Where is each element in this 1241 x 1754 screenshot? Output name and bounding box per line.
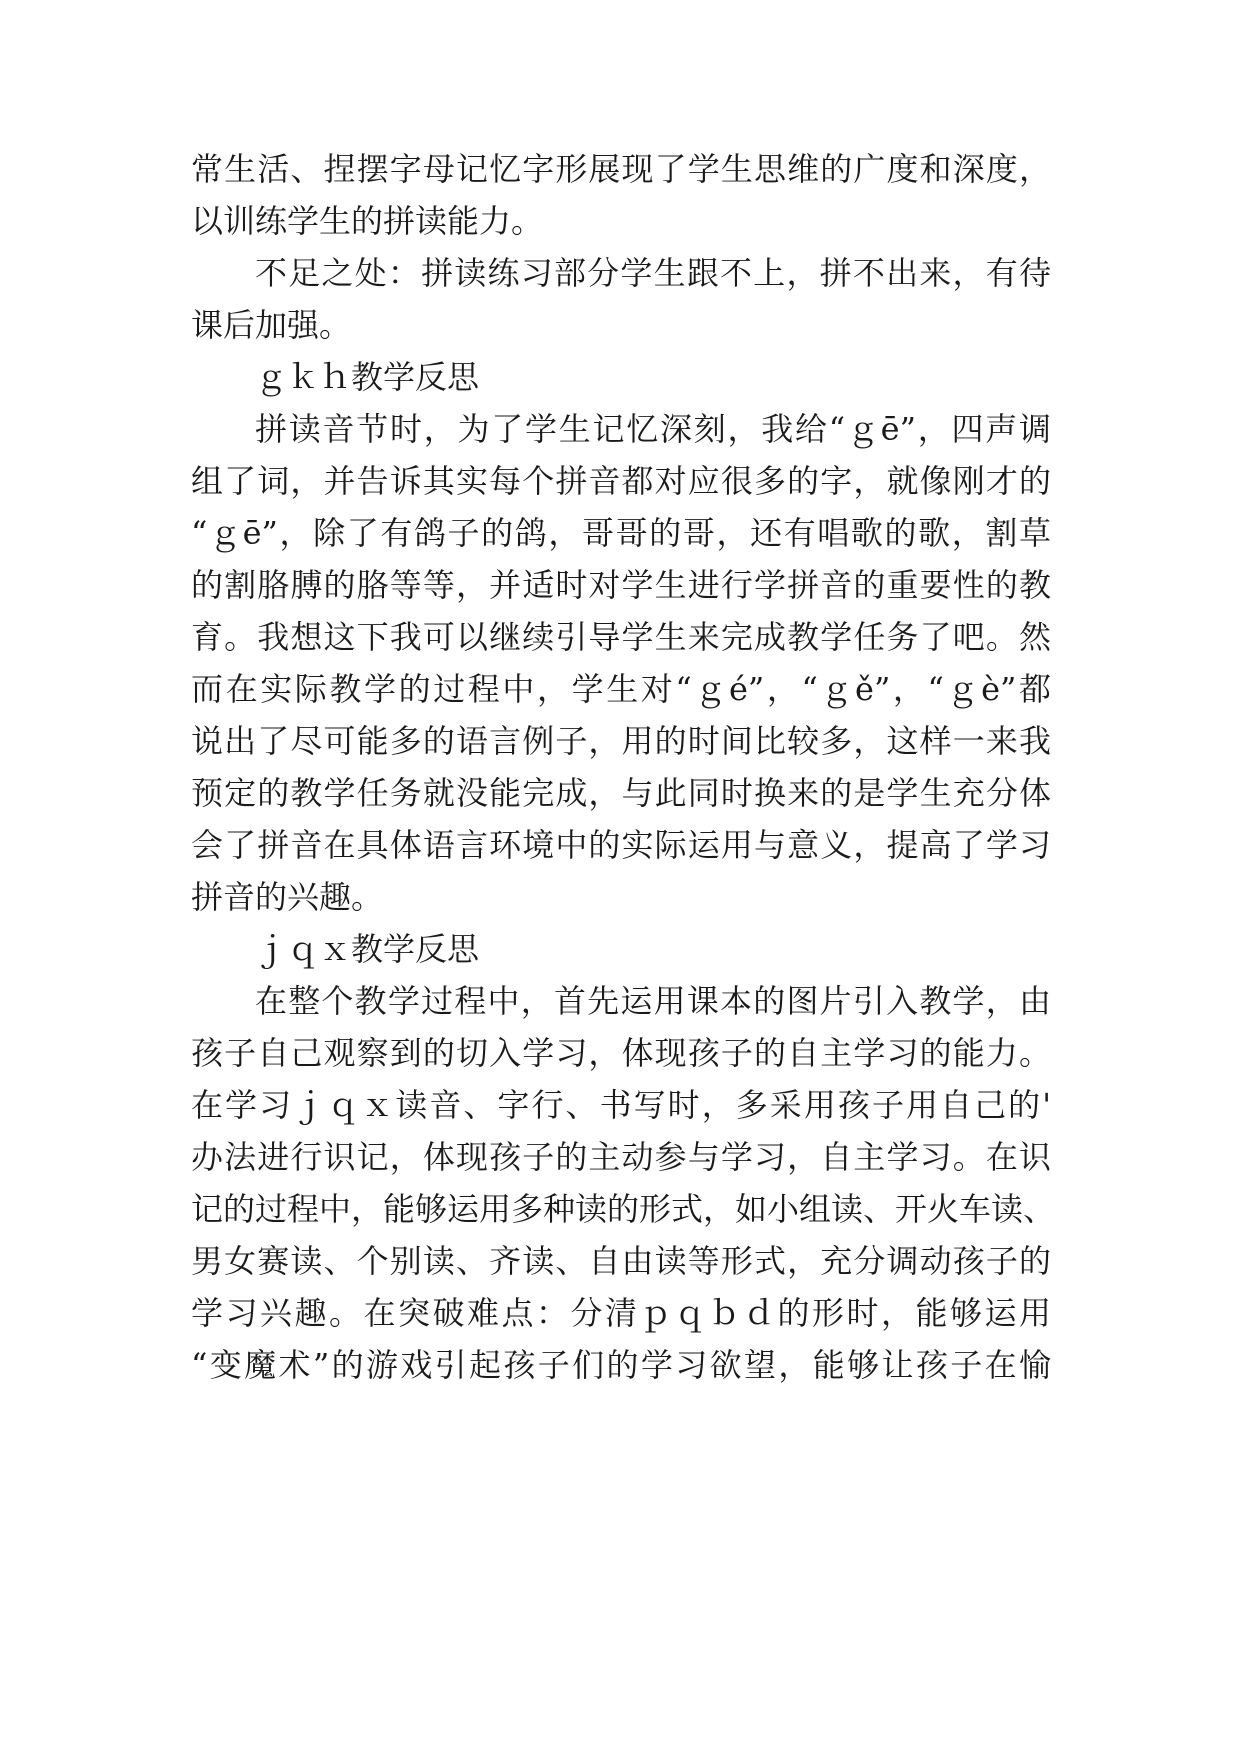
section-heading: ｊｑｘ教学反思 [255,930,480,968]
text-line: 记的过程中，能够运用多种读的形式，如小组读、开火车读、 [191,1190,1056,1228]
text-line: “ｇē”，除了有鸽子的鸽，哥哥的哥，还有唱歌的歌，割草 [191,514,1051,552]
text-line: 在学习ｊｑｘ读音、字行、书写时，多采用孩子用自己的' [191,1086,1051,1124]
text-line: 学习兴趣。在突破难点：分清ｐｑｂｄ的形时，能够运用 [191,1294,1051,1332]
text-line: 办法进行识记，体现孩子的主动参与学习，自主学习。在识 [191,1138,1051,1176]
text-line: 而在实际教学的过程中，学生对“ｇé”，“ｇě”，“ｇè”都 [191,670,1051,708]
text-line: 不足之处：拼读练习部分学生跟不上，拼不出来，有待 [255,254,1051,292]
text-line: 孩子自己观察到的切入学习，体现孩子的自主学习的能力。 [191,1034,1051,1072]
text-line: 预定的教学任务就没能完成，与此同时换来的是学生充分体 [191,774,1051,812]
text-line: 拼音的兴趣。 [191,878,384,916]
text-line: 以训练学生的拼读能力。 [191,202,544,240]
section-heading: ｇｋｈ教学反思 [255,358,480,396]
text-line: 在整个教学过程中，首先运用课本的图片引入教学，由 [255,982,1051,1020]
text-line: 育。我想这下我可以继续引导学生来完成教学任务了吧。然 [191,618,1051,656]
text-line: “变魔术”的游戏引起孩子们的学习欲望，能够让孩子在愉 [191,1346,1051,1384]
text-line: 拼读音节时，为了学生记忆深刻，我给“ｇē”，四声调 [255,410,1051,448]
text-line: 常生活、捏摆字母记忆字形展现了学生思维的广度和深度， [191,150,1051,188]
text-line: 的割胳膊的胳等等，并适时对学生进行学拼音的重要性的教 [191,566,1051,604]
text-line: 组了词，并告诉其实每个拼音都对应很多的字，就像刚才的 [191,462,1051,500]
text-line: 说出了尽可能多的语言例子，用的时间比较多，这样一来我 [191,722,1051,760]
text-line: 课后加强。 [191,306,352,344]
text-line: 会了拼音在具体语言环境中的实际运用与意义，提高了学习 [191,826,1051,864]
text-line: 男女赛读、个别读、齐读、自由读等形式，充分调动孩子的 [191,1242,1051,1280]
